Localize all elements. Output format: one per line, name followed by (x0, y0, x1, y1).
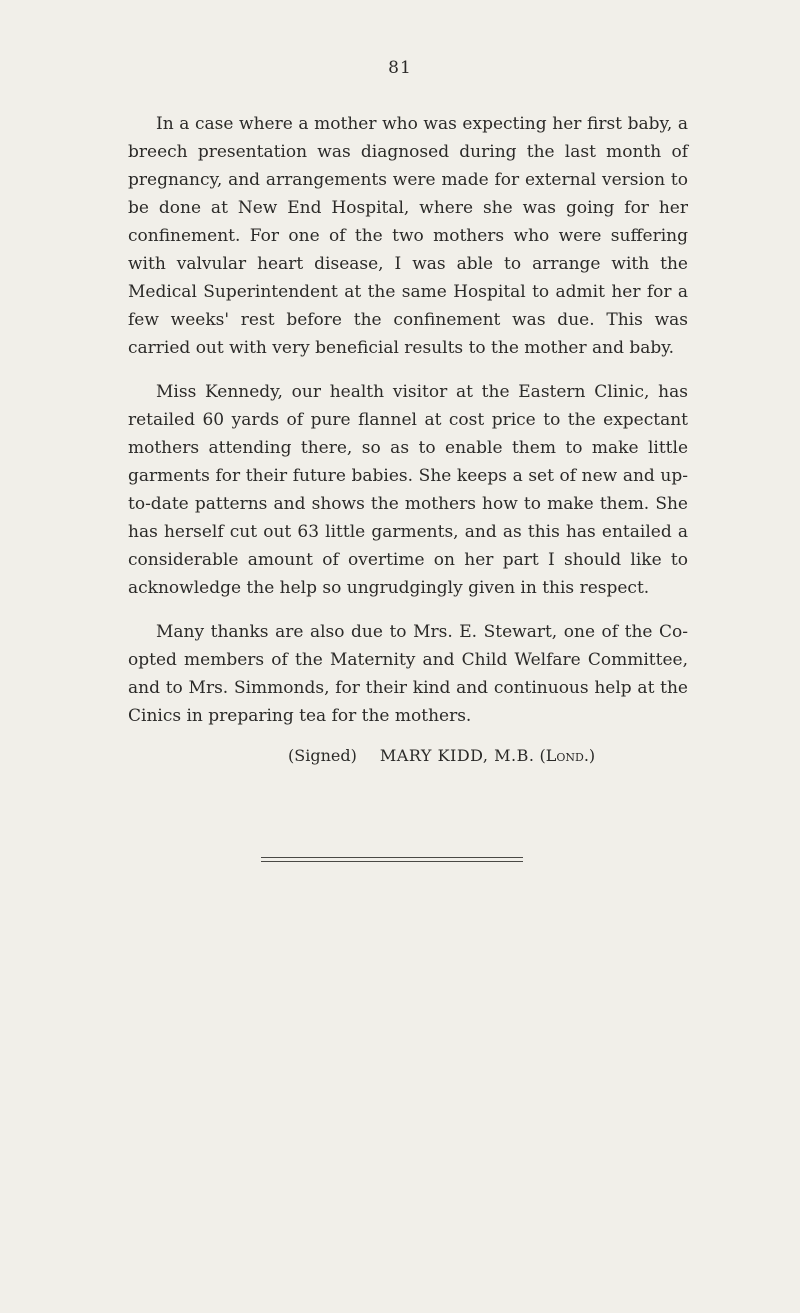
double-rule-divider (261, 857, 523, 862)
paragraph-breech-presentation: In a case where a mother who was expecting her first baby, a breech presentation was diagnosed during the last month of pregnancy, and arrangements were made for external version to be done at New End Hospital, where she was going for her confinement. For one of the two mothers who were suffering with valvular heart disease, I was able to arrange with the Medical Superintendent at the same Hospital to admit her for a few weeks' rest before the confinement was due. This was carried out with very beneficial results to the mother and baby. (128, 114, 688, 358)
signature-qualification: (Lond.) (539, 746, 596, 765)
signature-label: (Signed) (288, 746, 357, 765)
paragraph-thanks: Many thanks are also due to Mrs. E. Stewart, one of the Co-opted members of the Maternity and Child Welfare Committee, and to Mrs. Simmonds, for their kind and continuous help at the Cinics in preparing tea for the mothers. (128, 622, 688, 726)
paragraph-miss-kennedy: Miss Kennedy, our health visitor at the Eastern Clinic, has retailed 60 yards of pure flannel at cost price to the expectant mothers attending there, so as to enable them to make little garments for their future babies. She keeps a set of new and up-to-date patterns and shows the mothers how to make them. She has herself cut out 63 little garments, and as this has entailed a considerable amount of overtime on her part I should like to acknowledge the help so ungrudgingly given in this respect. (128, 382, 688, 598)
signature-line (128, 746, 688, 765)
page-number: 81 (388, 58, 412, 78)
signature-name: MARY KIDD, M.B. (379, 746, 535, 765)
body-text (128, 110, 688, 765)
